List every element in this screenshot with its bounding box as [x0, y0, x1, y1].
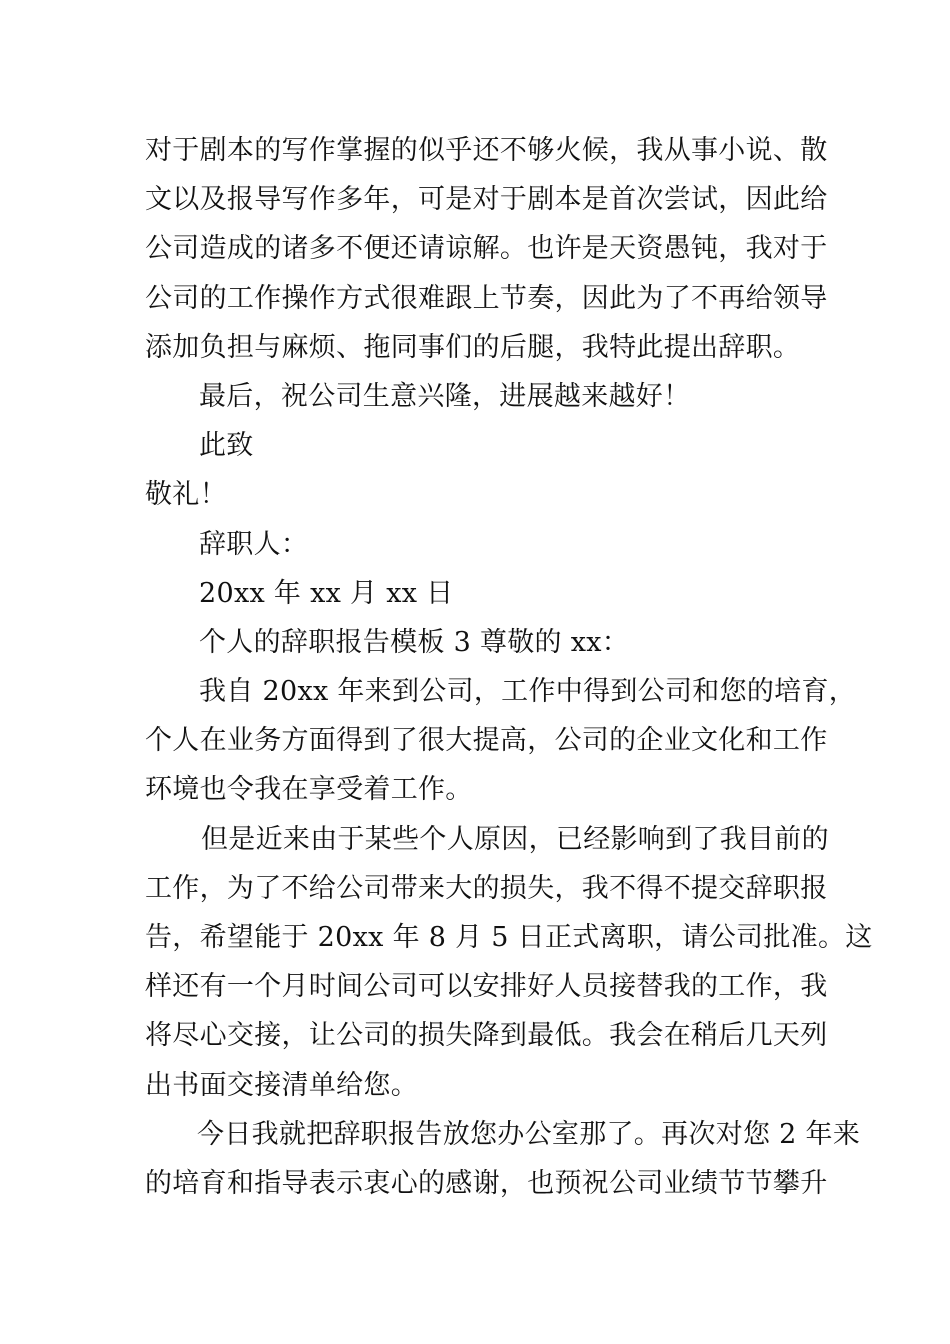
text-line: 公司的工作操作方式很难跟上节奏，因此为了不再给领导: [145, 282, 828, 314]
document-body: [145, 126, 873, 1208]
text-line: 的培育和指导表示衷心的感谢，也预祝公司业绩节节攀升: [145, 1167, 828, 1199]
text-line: 文以及报导写作多年，可是对于剧本是首次尝试，因此给: [145, 184, 828, 216]
text-line: 将尽心交接，让公司的损失降到最低。我会在稍后几天列: [145, 1020, 828, 1052]
text-line: 出书面交接清单给您。: [145, 1069, 418, 1101]
salutation-jingli: 敬礼！: [145, 479, 227, 511]
text-line: 但是近来由于某些个人原因，已经影响到了我目前的: [201, 823, 829, 855]
text-line: 今日我就把辞职报告放您办公室那了。再次对您 2 年来: [197, 1118, 861, 1150]
closing-wish: 最后，祝公司生意兴隆，进展越来越好！: [199, 380, 691, 412]
salutation-cizhi: 此致: [199, 430, 254, 462]
text-line: 告，希望能于 20xx 年 8 月 5 日正式离职，请公司批准。这: [145, 922, 873, 953]
text-line: 添加负担与麻烦、拖同事们的后腿，我特此提出辞职。: [145, 331, 801, 363]
text-line: 我自 20xx 年来到公司，工作中得到公司和您的培育，: [199, 676, 857, 708]
text-line: 工作，为了不给公司带来大的损失，我不得不提交辞职报: [145, 872, 828, 904]
signature-label: 辞职人：: [199, 528, 309, 560]
text-line: 公司造成的诸多不便还请谅解。也许是天资愚钝，我对于: [145, 233, 828, 265]
text-line: 个人在业务方面得到了很大提高，公司的企业文化和工作: [145, 725, 828, 757]
text-line: 样还有一个月时间公司可以安排好人员接替我的工作，我: [145, 971, 828, 1003]
text-line: 对于剧本的写作掌握的似乎还不够火候，我从事小说、散: [145, 135, 828, 166]
text-line: 环境也令我在享受着工作。: [145, 774, 473, 806]
date-line: 20xx 年 xx 月 xx 日: [199, 577, 454, 609]
section-heading: 个人的辞职报告模板 3 尊敬的 xx：: [199, 626, 630, 658]
